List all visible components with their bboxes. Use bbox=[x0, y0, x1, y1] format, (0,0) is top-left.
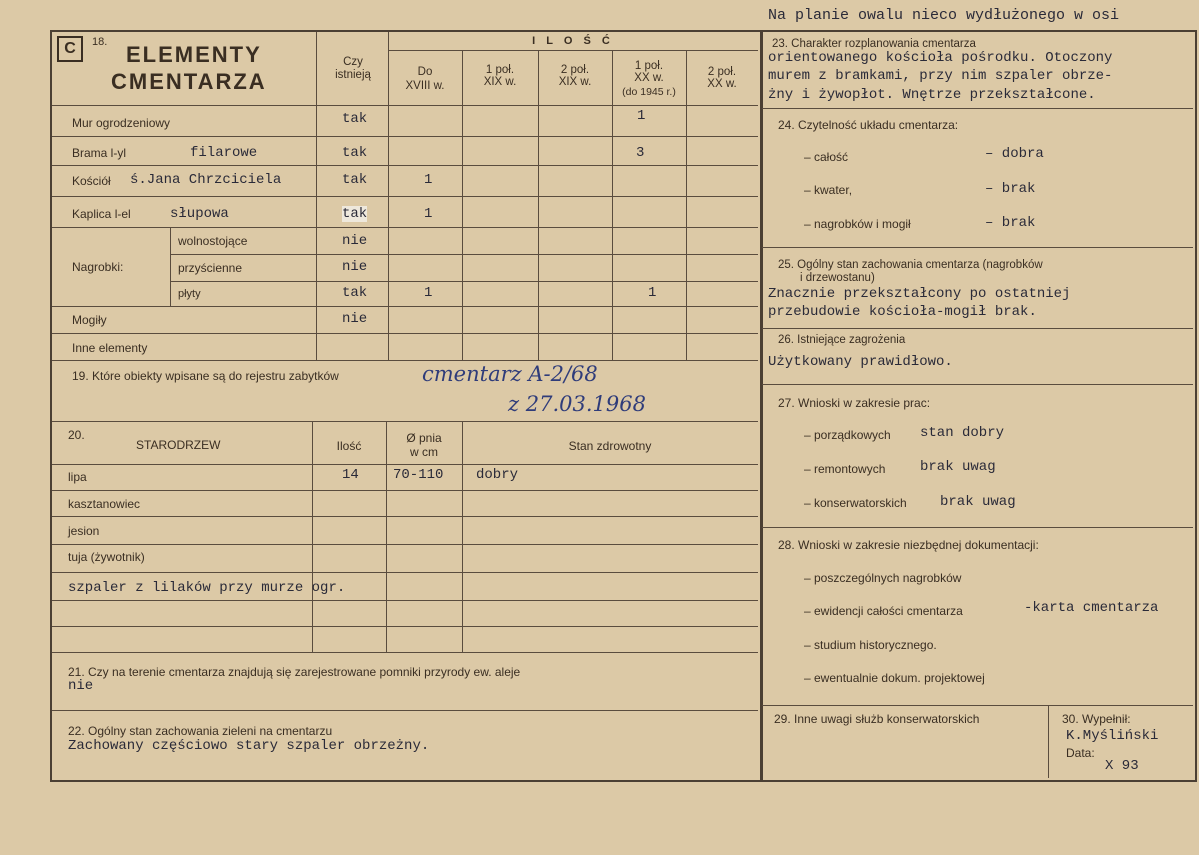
rule bbox=[52, 136, 758, 137]
rule bbox=[52, 306, 758, 307]
legibility-value-1: – dobra bbox=[985, 146, 1044, 162]
rule bbox=[52, 626, 758, 627]
qty-kaplica-p1: 1 bbox=[424, 206, 433, 222]
col-exists-header-2: istnieją bbox=[335, 69, 371, 81]
section-29-label: 29. Inne uwagi służb konserwatorskich bbox=[774, 712, 980, 726]
rule bbox=[52, 516, 758, 517]
register-entry-1: cmentarz A-2/68 bbox=[422, 362, 598, 386]
ilosc-header: I L O Ś Ć bbox=[532, 35, 614, 47]
rule bbox=[316, 32, 317, 360]
date-label: Data: bbox=[1066, 746, 1095, 760]
rule bbox=[170, 254, 758, 255]
rule bbox=[762, 328, 1193, 329]
period-5-l2: XX w. bbox=[707, 78, 737, 90]
section-28-label: 28. Wnioski w zakresie niezbędnej dokumentacji: bbox=[778, 538, 1039, 552]
rule bbox=[462, 421, 463, 652]
rule bbox=[170, 281, 758, 282]
tree-name-4: tuja (żywotnik) bbox=[68, 550, 145, 564]
period-5-l1: 2 poł. bbox=[707, 66, 737, 78]
register-entry-2: z 27.03.1968 bbox=[508, 392, 646, 416]
row-label-kaplica: Kaplica l-el bbox=[72, 207, 131, 221]
exists-plyty: tak bbox=[342, 285, 368, 301]
tree-qty-1: 14 bbox=[342, 467, 359, 483]
rule bbox=[52, 227, 758, 228]
exists-mur: tak bbox=[342, 111, 368, 127]
row-label-plyty: płyty bbox=[178, 288, 201, 300]
docs-item-3: – studium historycznego. bbox=[804, 638, 937, 652]
section-22-answer: Zachowany częściowo stary szpaler obrzeżny. bbox=[68, 738, 430, 754]
section-21-label: 21. Czy na terenie cmentarza znajdują się zarejestrowane pomniki przyrody ew. aleje bbox=[68, 665, 521, 679]
rule bbox=[170, 227, 171, 306]
section-23-line-3: żny i żywopłot. Wnętrze przekształcone. bbox=[768, 87, 1096, 103]
rule bbox=[388, 32, 389, 360]
tree-diameter-1: 70-110 bbox=[393, 467, 444, 483]
filled-by-name: K.Myśliński bbox=[1066, 728, 1159, 744]
section-25-label-2: i drzewostanu) bbox=[800, 272, 875, 284]
rule bbox=[52, 360, 758, 361]
section-18-title-2: CMENTARZA bbox=[111, 69, 267, 94]
works-value-3: brak uwag bbox=[940, 494, 1016, 510]
section-18-number: 18. bbox=[92, 36, 108, 48]
row-label-mogily: Mogiły bbox=[72, 313, 107, 327]
section-23-line-1: orientowanego kościoła pośrodku. Otoczony bbox=[768, 50, 1113, 66]
period-1-l1: Do bbox=[417, 66, 433, 78]
row-label-przyscienne: przyścienne bbox=[178, 261, 243, 275]
tree-name-3: jesion bbox=[68, 524, 100, 538]
rule bbox=[52, 196, 758, 197]
tree-extra-note: szpaler z lilaków przy murze ogr. bbox=[68, 580, 346, 596]
col-ilosc-header: Ilość bbox=[336, 439, 362, 453]
rule bbox=[52, 710, 758, 711]
period-2-l1: 1 poł. bbox=[485, 64, 515, 76]
rule bbox=[52, 490, 758, 491]
typed-kaplica: słupowa bbox=[170, 206, 229, 222]
period-4-l1: 1 poł. bbox=[634, 60, 664, 72]
rule bbox=[762, 705, 1193, 706]
period-3-l1: 2 poł. bbox=[560, 64, 590, 76]
rule bbox=[52, 652, 758, 653]
section-23-label: 23. Charakter rozplanowania cmentarza bbox=[772, 38, 976, 50]
works-item-3: – konserwatorskich bbox=[804, 496, 907, 510]
legibility-value-2: – brak bbox=[985, 181, 1036, 197]
typed-kosciol: ś.Jana Chrzciciela bbox=[130, 172, 282, 188]
docs-item-2: – ewidencji całości cmentarza bbox=[804, 604, 963, 618]
rule bbox=[612, 50, 613, 360]
docs-item-4: – ewentualnie dokum. projektowej bbox=[804, 671, 985, 685]
period-3-l2: XIX w. bbox=[558, 76, 592, 88]
rule bbox=[52, 333, 758, 334]
section-30-label: 30. Wypełnił: bbox=[1062, 712, 1131, 726]
tree-health-1: dobry bbox=[476, 467, 519, 483]
rule bbox=[686, 50, 687, 360]
exists-kaplica: tak bbox=[342, 206, 368, 222]
row-label-inne: Inne elementy bbox=[72, 341, 148, 355]
exists-wolnostojace: nie bbox=[342, 233, 368, 249]
period-1-l2: XVIII w. bbox=[405, 80, 445, 92]
rule bbox=[762, 247, 1193, 248]
docs-item-1: – poszczególnych nagrobków bbox=[804, 571, 962, 585]
row-label-kosciol: Kościół bbox=[72, 174, 111, 188]
top-note: Na planie owalu nieco wydłużonego w osi bbox=[768, 7, 1120, 24]
section-25-label-1: 25. Ogólny stan zachowania cmentarza (nagrobków bbox=[778, 259, 1043, 271]
section-20-number: 20. bbox=[68, 428, 85, 442]
exists-kosciol: tak bbox=[342, 172, 368, 188]
legibility-value-3: – brak bbox=[985, 215, 1036, 231]
row-label-mur: Mur ogrodzeniowy bbox=[72, 116, 171, 130]
rule bbox=[386, 421, 387, 652]
rule bbox=[762, 384, 1193, 385]
legibility-item-1: – całość bbox=[804, 150, 849, 164]
section-23-line-2: murem z bramkami, przy nim szpaler obrze- bbox=[768, 68, 1113, 84]
works-value-2: brak uwag bbox=[920, 459, 996, 475]
col-exists-header-1: Czy bbox=[343, 56, 363, 68]
works-item-1: – porządkowych bbox=[804, 428, 891, 442]
row-label-brama: Brama l-yl bbox=[72, 146, 127, 160]
rule bbox=[312, 421, 313, 652]
exists-przyscienne: nie bbox=[342, 259, 368, 275]
tree-name-2: kasztanowiec bbox=[68, 497, 141, 511]
exists-brama: tak bbox=[342, 145, 368, 161]
col-stan-header: Stan zdrowotny bbox=[568, 439, 652, 453]
section-20-title: STARODRZEW bbox=[136, 438, 221, 452]
col-fi-header-1: Ø pnia bbox=[406, 431, 442, 445]
category-code-box: C bbox=[57, 36, 83, 62]
section-21-answer: nie bbox=[68, 678, 94, 694]
works-value-1: stan dobry bbox=[920, 425, 1005, 441]
qty-plyty-p4: 1 bbox=[648, 285, 657, 301]
rule bbox=[762, 108, 1193, 109]
tree-name-1: lipa bbox=[68, 470, 87, 484]
rule bbox=[538, 50, 539, 360]
qty-mur-p4: 1 bbox=[637, 108, 646, 124]
rule bbox=[388, 50, 758, 51]
legibility-item-2: – kwater, bbox=[804, 183, 853, 197]
rule bbox=[52, 464, 758, 465]
section-27-label: 27. Wnioski w zakresie prac: bbox=[778, 396, 931, 410]
row-label-nagrobki: Nagrobki: bbox=[72, 260, 124, 274]
rule bbox=[52, 421, 758, 422]
section-24-label: 24. Czytelność układu cmentarza: bbox=[778, 118, 959, 132]
period-2-l2: XIX w. bbox=[483, 76, 517, 88]
typed-brama: filarowe bbox=[190, 145, 258, 161]
section-19-label: 19. Które obiekty wpisane są do rejestru zabytków bbox=[72, 369, 339, 383]
date-value: X 93 bbox=[1105, 758, 1139, 774]
docs-value-2: -karta cmentarza bbox=[1024, 600, 1159, 616]
qty-kosciol-p1: 1 bbox=[424, 172, 433, 188]
section-25-line-2: przebudowie kościoła-mogił brak. bbox=[768, 304, 1037, 320]
rule bbox=[462, 50, 463, 360]
rule bbox=[52, 572, 758, 573]
rule bbox=[52, 105, 758, 106]
period-4-l2: XX w. bbox=[634, 72, 664, 84]
col-fi-header-2: w cm bbox=[410, 445, 438, 459]
row-label-wolnostojace: wolnostojące bbox=[178, 234, 248, 248]
section-18-title-1: ELEMENTY bbox=[126, 42, 262, 67]
rule bbox=[762, 527, 1193, 528]
section-26-answer: Użytkowany prawidłowo. bbox=[768, 354, 953, 370]
rule bbox=[52, 165, 758, 166]
qty-brama-p4: 3 bbox=[636, 145, 645, 161]
rule bbox=[52, 544, 758, 545]
legibility-item-3: – nagrobków i mogił bbox=[804, 217, 911, 231]
section-26-label: 26. Istniejące zagrożenia bbox=[778, 334, 906, 346]
period-4-l3: (do 1945 r.) bbox=[622, 86, 676, 98]
qty-plyty-p1: 1 bbox=[424, 285, 433, 301]
works-item-2: – remontowych bbox=[804, 462, 886, 476]
section-22-label: 22. Ogólny stan zachowania zieleni na cmentarzu bbox=[68, 724, 333, 738]
rule bbox=[1048, 705, 1049, 778]
section-25-line-1: Znacznie przekształcony po ostatniej bbox=[768, 286, 1071, 302]
exists-mogily: nie bbox=[342, 311, 368, 327]
rule bbox=[52, 600, 758, 601]
